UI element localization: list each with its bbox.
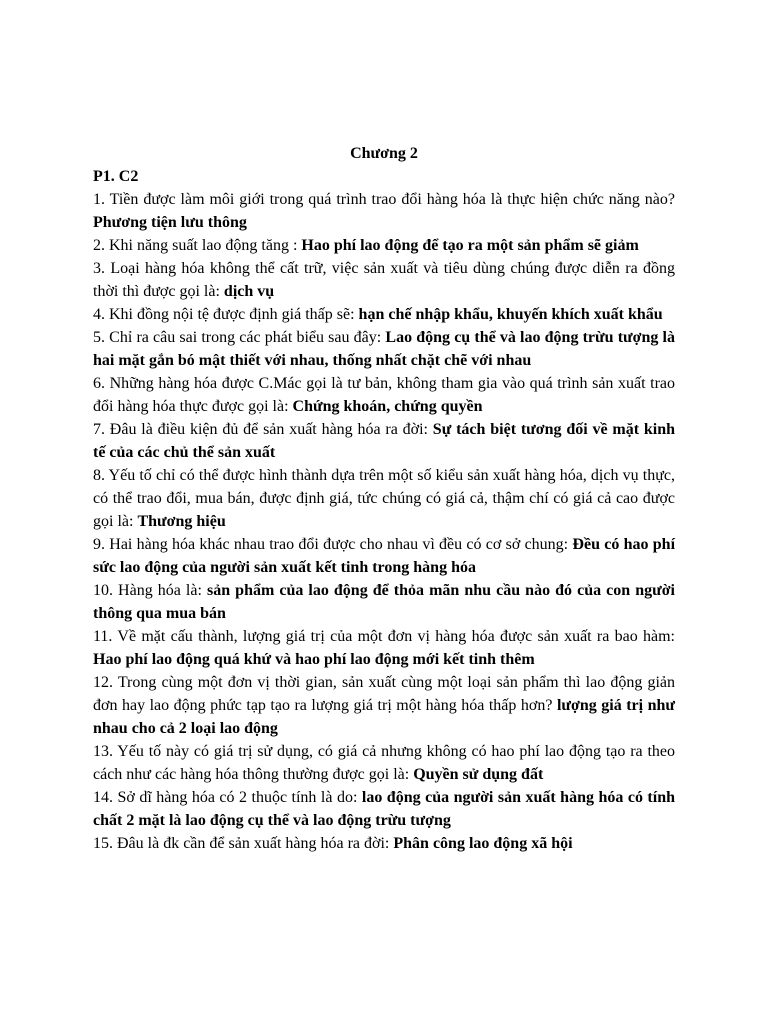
answer-text: dịch vụ	[223, 283, 275, 300]
question-item	[93, 326, 675, 372]
question-text: 4. Khi đồng nội tệ được định giá thấp sẽ:	[93, 306, 359, 323]
question-text: 5. Chỉ ra câu sai trong các phát biểu sau đây:	[93, 329, 386, 346]
question-text: 14. Sở dĩ hàng hóa có 2 thuộc tính là do:	[93, 789, 362, 806]
question-item	[93, 533, 675, 579]
answer-text: Sự tách biệt tương đối về mặt kinh tế của các chủ thể sản xuất	[93, 421, 675, 461]
document-title: Chương 2	[350, 145, 418, 162]
question-item	[93, 303, 675, 326]
question-item	[93, 625, 675, 671]
answer-text: Chứng khoán, chứng quyền	[292, 398, 483, 415]
question-text: 7. Đâu là điều kiện đủ để sản xuất hàng hóa ra đời:	[93, 421, 433, 438]
section-heading: P1. C2	[93, 168, 139, 185]
question-item	[93, 579, 675, 625]
question-item	[93, 740, 675, 786]
question-text: 9. Hai hàng hóa khác nhau trao đổi được cho nhau vì đều có cơ sở chung:	[93, 536, 573, 553]
answer-text: hạn chế nhập khẩu, khuyến khích xuất khẩu	[358, 306, 663, 323]
question-item	[93, 188, 675, 234]
question-text: 6. Những hàng hóa được C.Mác gọi là tư bản, không tham gia vào quá trình sản xuất trao đổi hàng hóa thực được gọi là:	[93, 375, 675, 415]
question-item	[93, 418, 675, 464]
question-text: 13. Yếu tố này có giá trị sử dụng, có giá cả nhưng không có hao phí lao động tạo ra theo cách như các hàng hóa thông thường được gọi là:	[93, 743, 675, 783]
question-item	[93, 257, 675, 303]
question-item	[93, 372, 675, 418]
question-text: 15. Đâu là đk cần để sản xuất hàng hóa ra đời:	[93, 835, 394, 852]
answer-text: Hao phí lao động quá khứ và hao phí lao động mới kết tinh thêm	[93, 651, 535, 668]
question-text: 11. Về mặt cấu thành, lượng giá trị của một đơn vị hàng hóa được sản xuất ra bao hàm:	[93, 628, 675, 645]
answer-text: lao động của người sản xuất hàng hóa có tính chất 2 mặt là lao động cụ thể và lao động trừu tượng	[93, 789, 675, 829]
question-text: 10. Hàng hóa là:	[93, 582, 207, 599]
answer-text: Phân công lao động xã hội	[393, 835, 573, 852]
answer-text: sản phẩm của lao động để thỏa mãn nhu cầu nào đó của con người thông qua mua bán	[93, 582, 676, 622]
question-text: 1. Tiền được làm môi giới trong quá trình trao đổi hàng hóa là thực hiện chức năng nào?	[93, 191, 675, 208]
question-item	[93, 234, 675, 257]
question-text: 8. Yếu tố chỉ có thể được hình thành dựa trên một số kiểu sản xuất hàng hóa, dịch vụ thực, có thể trao đổi, mua bán, được định giá, tức chúng có giá cả, thậm chí có giá cả cao được gọi là:	[93, 467, 675, 530]
answer-text: Quyền sử dụng đất	[413, 766, 544, 783]
answer-text: Lao động cụ thể và lao động trừu tượng là hai mặt gắn bó mật thiết với nhau, thống nhất chặt chẽ với nhau	[93, 329, 675, 369]
question-item	[93, 671, 675, 740]
answer-text: Phương tiện lưu thông	[93, 214, 247, 231]
answer-text: Thương hiệu	[137, 513, 226, 530]
answer-text: Hao phí lao động để tạo ra một sản phẩm sẽ giảm	[301, 237, 639, 254]
question-item	[93, 832, 675, 855]
question-text: 12. Trong cùng một đơn vị thời gian, sản xuất cùng một loại sản phẩm thì lao động giản đơn hay lao động phức tạp tạo ra lượng giá trị một hàng hóa thấp hơn?	[93, 674, 675, 714]
question-item	[93, 464, 675, 533]
answer-text: Đều có hao phí sức lao động của người sản xuất kết tinh trong hàng hóa	[93, 536, 676, 576]
question-text: 3. Loại hàng hóa không thể cất trữ, việc sản xuất và tiêu dùng chúng được diễn ra đồng thời thì được gọi là:	[93, 260, 675, 300]
question-text: 2. Khi năng suất lao động tăng :	[93, 237, 302, 254]
answer-text: lượng giá trị như nhau cho cả 2 loại lao động	[93, 697, 675, 737]
document-page	[93, 142, 675, 855]
question-item	[93, 786, 675, 832]
